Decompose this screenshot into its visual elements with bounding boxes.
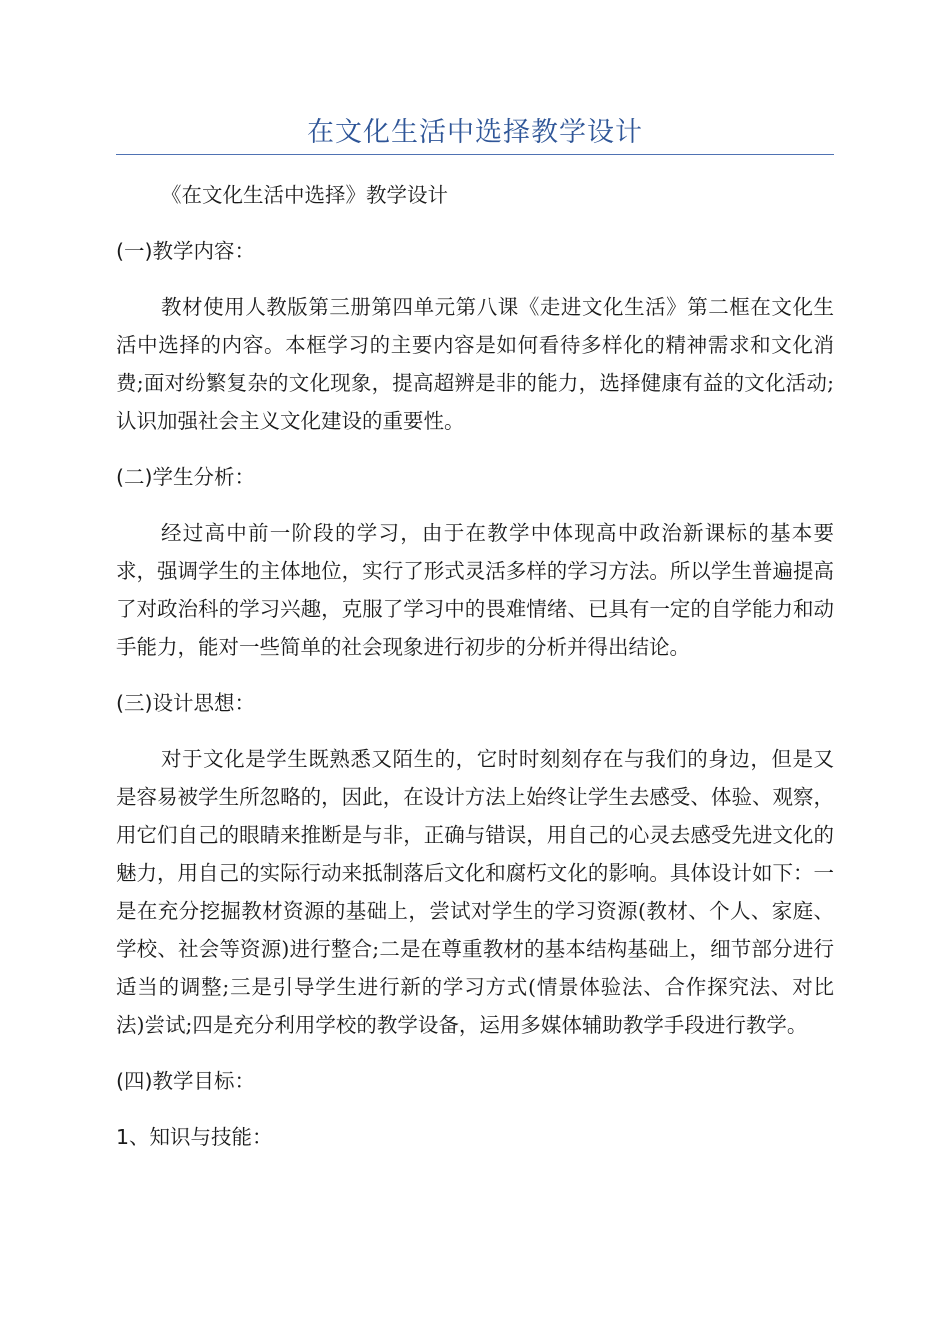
document-body <box>116 176 834 1156</box>
section-heading-design: (三)设计思想： <box>116 691 255 715</box>
section-paragraph-students: 经过高中前一阶段的学习，由于在教学中体现高中政治新课标的基本要求，强调学生的主体地位，实行了形式灵活多样的学习方法。所以学生普遍提高了对政治科的学习兴趣，克服了学习中的畏难情绪、已具有一定的自学能力和动手能力，能对一些简单的社会现象进行初步的分析并得出结论。 <box>116 521 834 659</box>
section-paragraph-design: 对于文化是学生既熟悉又陌生的，它时时刻刻存在与我们的身边，但是又是容易被学生所忽略的，因此，在设计方法上始终让学生去感受、体验、观察，用它们自己的眼睛来推断是与非，正确与错误，用自己的心灵去感受先进文化的魅力，用自己的实际行动来抵制落后文化和腐朽文化的影响。具体设计如下：一是在充分挖掘教材资源的基础上，尝试对学生的学习资源(教材、个人、家庭、学校、社会等资源)进行整合;二是在尊重教材的基本结构基础上，细节部分进行适当的调整;三是引导学生进行新的学习方式(情景体验法、合作探究法、对比法)尝试;四是充分利用学校的教学设备，运用多媒体辅助教学手段进行教学。 <box>116 747 834 1037</box>
section-paragraph-content: 教材使用人教版第三册第四单元第八课《走进文化生活》第二框在文化生活中选择的内容。本框学习的主要内容是如何看待多样化的精神需求和文化消费;面对纷繁复杂的文化现象，提高超辨是非的能力，选择健康有益的文化活动;认识加强社会主义文化建设的重要性。 <box>116 295 834 433</box>
document-title: 在文化生活中选择教学设计 <box>307 117 643 148</box>
subheading-knowledge-skills: 1、知识与技能： <box>116 1125 273 1149</box>
section-heading-students: (二)学生分析： <box>116 465 255 489</box>
section-heading-goals: (四)教学目标： <box>116 1069 255 1093</box>
section-heading-content: (一)教学内容： <box>116 239 255 263</box>
title-underline <box>116 154 834 155</box>
document-subtitle: 《在文化生活中选择》教学设计 <box>161 183 448 207</box>
